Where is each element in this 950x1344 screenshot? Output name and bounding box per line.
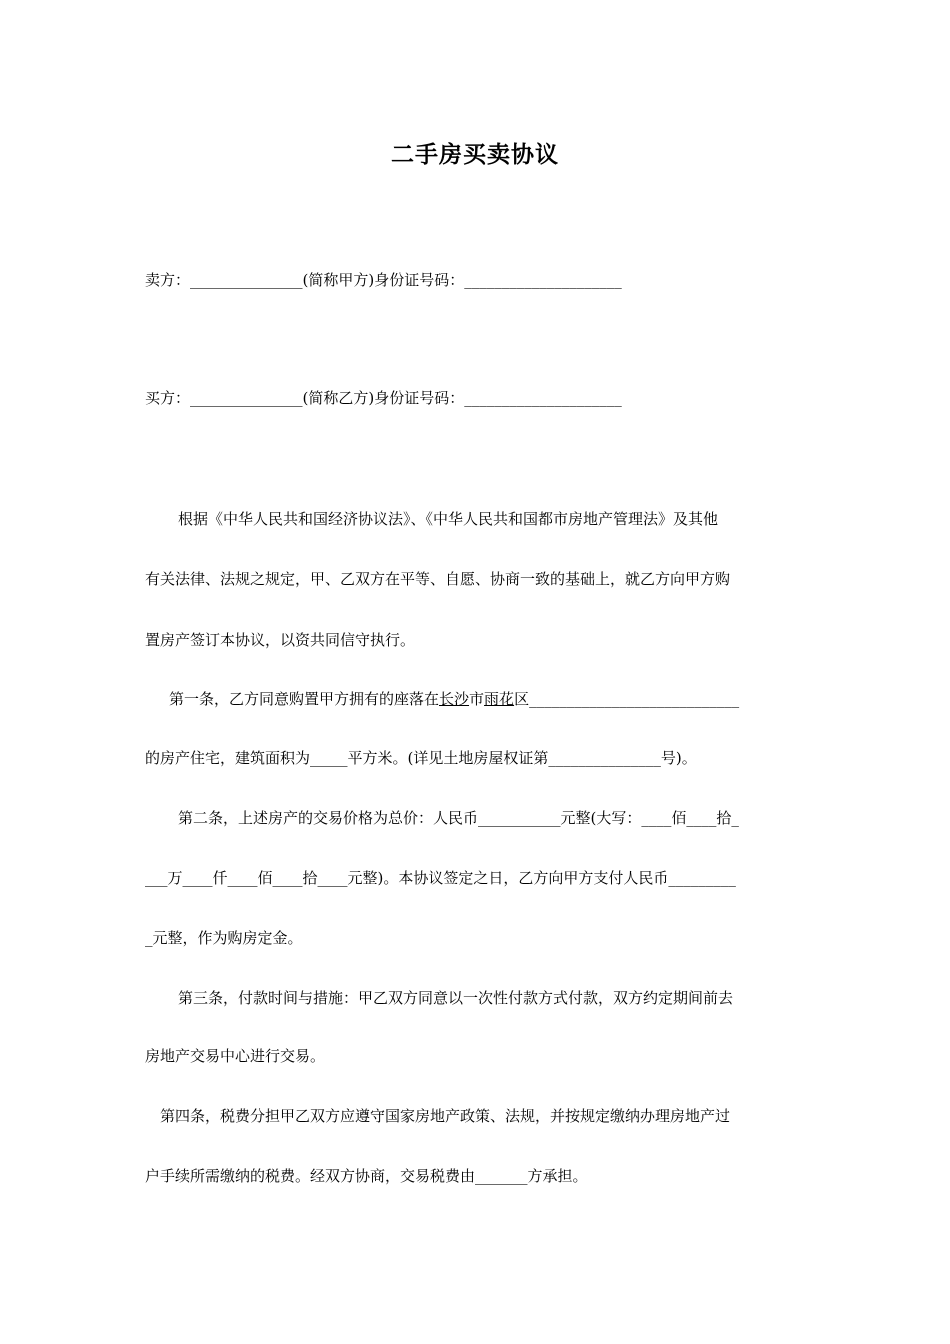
preamble-line-1: 根据《中华人民共和国经济协议法》、《中华人民共和国都市房地产管理法》及其他 — [178, 510, 719, 528]
article-1-line-2: 的房产住宅，建筑面积为_____平方米。(详见土地房屋权证第_______________号)。 — [145, 749, 697, 767]
article-3-line-1: 第三条，付款时间与措施：甲乙双方同意以一次性付款方式付款，双方约定期间前去 — [178, 989, 734, 1007]
article-2-line-2: ___万____仟____佰____拾____元整)。本协议签定之日，乙方向甲方支付人民币_________ — [145, 869, 736, 887]
article-4-line-1: 第四条，税费分担甲乙双方应遵守国家房地产政策、法规，并按规定缴纳办理房地产过 — [160, 1107, 731, 1125]
article-2-line-1: 第二条，上述房产的交易价格为总价：人民币___________元整(大写：____佰____拾_ — [178, 809, 739, 827]
article-3-line-2: 房地产交易中心进行交易。 — [145, 1047, 326, 1065]
document-title: 二手房买卖协议 — [391, 142, 559, 168]
seller-line: 卖方：_______________(简称甲方)身份证号码：_____________________ — [145, 271, 622, 289]
buyer-line: 买方：_______________(简称乙方)身份证号码：_____________________ — [145, 389, 622, 407]
preamble-line-3: 置房产签订本协议，以资共同信守执行。 — [145, 631, 416, 649]
article-1-city-suffix: 市 — [469, 690, 485, 708]
article-1-line-1 — [169, 689, 739, 709]
article-1-district-suffix: 区____________________________ — [514, 690, 740, 708]
article-2-line-3: _元整，作为购房定金。 — [145, 929, 303, 947]
article-1-prefix: 第一条，乙方同意购置甲方拥有的座落在 — [169, 690, 440, 708]
article-1-city: 长沙 — [439, 690, 470, 708]
article-4-line-2: 户手续所需缴纳的税费。经双方协商，交易税费由_______方承担。 — [145, 1167, 588, 1185]
article-1-district: 雨花 — [484, 690, 515, 708]
preamble-line-2: 有关法律、法规之规定，甲、乙双方在平等、自愿、协商一致的基础上，就乙方向甲方购 — [145, 570, 731, 588]
